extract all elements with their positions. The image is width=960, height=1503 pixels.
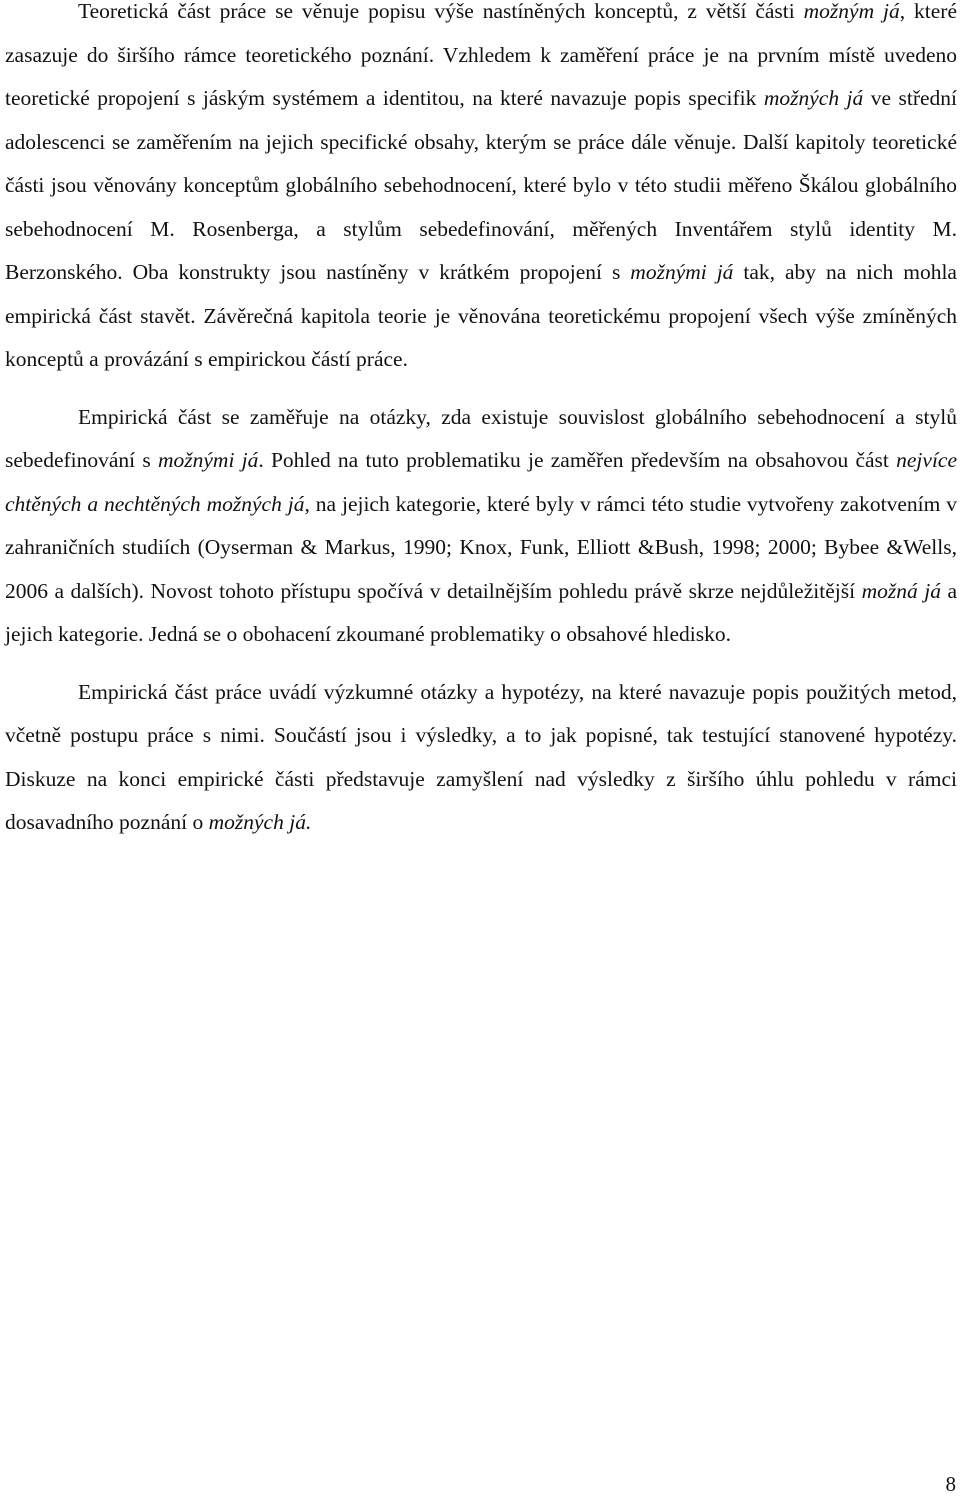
italic-term: možných já [763,86,864,110]
text-run: , na jejich kategorie, které byly v rámci této studie vytvořeny zakotvením v zahraničních studiích (Oyserman & Markus, 1990; Knox, Funk, Elliott &Bush, 1998; 2000; Bybee &Wells, 2006 a dalších). Novost tohoto přístupu spočívá v detailnějším pohledu právě skrze nejdůležitější [5,491,957,603]
italic-term: možnými já [157,448,259,472]
text-run: ve střední adolescenci se zaměřením na jejich specifické obsahy, kterým se práce dále věnuje. Další kapitoly teoretické části jsou věnovány konceptům globálního sebehodnocení, které bylo v této studii měřeno Škálou globálního sebehodnocení M. Rosenberga, a stylům sebedefinování, měřených Inventářem stylů identity M. Berzonského. Oba konstrukty jsou nastíněny v krátkém propojení s [5,86,958,284]
text-run: . Pohled na tuto problematiku je zaměřen především na obsahovou část [258,448,897,472]
text-run: Teoretická část práce se věnuje popisu výše nastíněných konceptů, z větší části [78,0,804,23]
italic-term: možnými já [630,260,734,284]
italic-term: nejvíce chtěných a nechtěných možných já [5,448,958,516]
document-body [5,0,957,859]
paragraph-theory [5,0,957,382]
text-run: Empirická část se zaměřuje na otázky, zda existuje souvislost globálního sebehodnocení a stylů sebedefinování s [5,404,957,472]
text-run: a jejich kategorie. Jedná se o obohacení zkoumané problematiky o obsahové hledisko. [5,578,957,646]
page-number: 8 [945,1472,956,1496]
italic-term: možná já [861,578,941,603]
text-run: tak, aby na nich mohla empirická část stavět. Závěrečná kapitola teorie je věnována teoretickému propojení všech výše zmíněných konceptů a provázání s empirickou částí práce. [5,260,957,371]
paragraph-empirical-focus [5,396,957,657]
italic-term: možným já [803,0,900,23]
italic-term: možných já. [208,810,312,834]
paragraph-empirical-methods [5,671,957,845]
text-run: Empirická část práce uvádí výzkumné otázky a hypotézy, na které navazuje popis použitých metod, včetně postupu práce s nimi. Součástí jsou i výsledky, a to jak popisné, tak testující stanovené hypotézy. Diskuze na konci empirické části představuje zamyšlení nad výsledky z širšího úhlu pohledu v rámci dosavadního poznání o [5,679,957,834]
text-run: , které zasazuje do širšího rámce teoretického poznání. Vzhledem k zaměření práce je na prvním místě uvedeno teoretické propojení s jáským systémem a identitou, na které navazuje popis specifik [5,0,958,110]
